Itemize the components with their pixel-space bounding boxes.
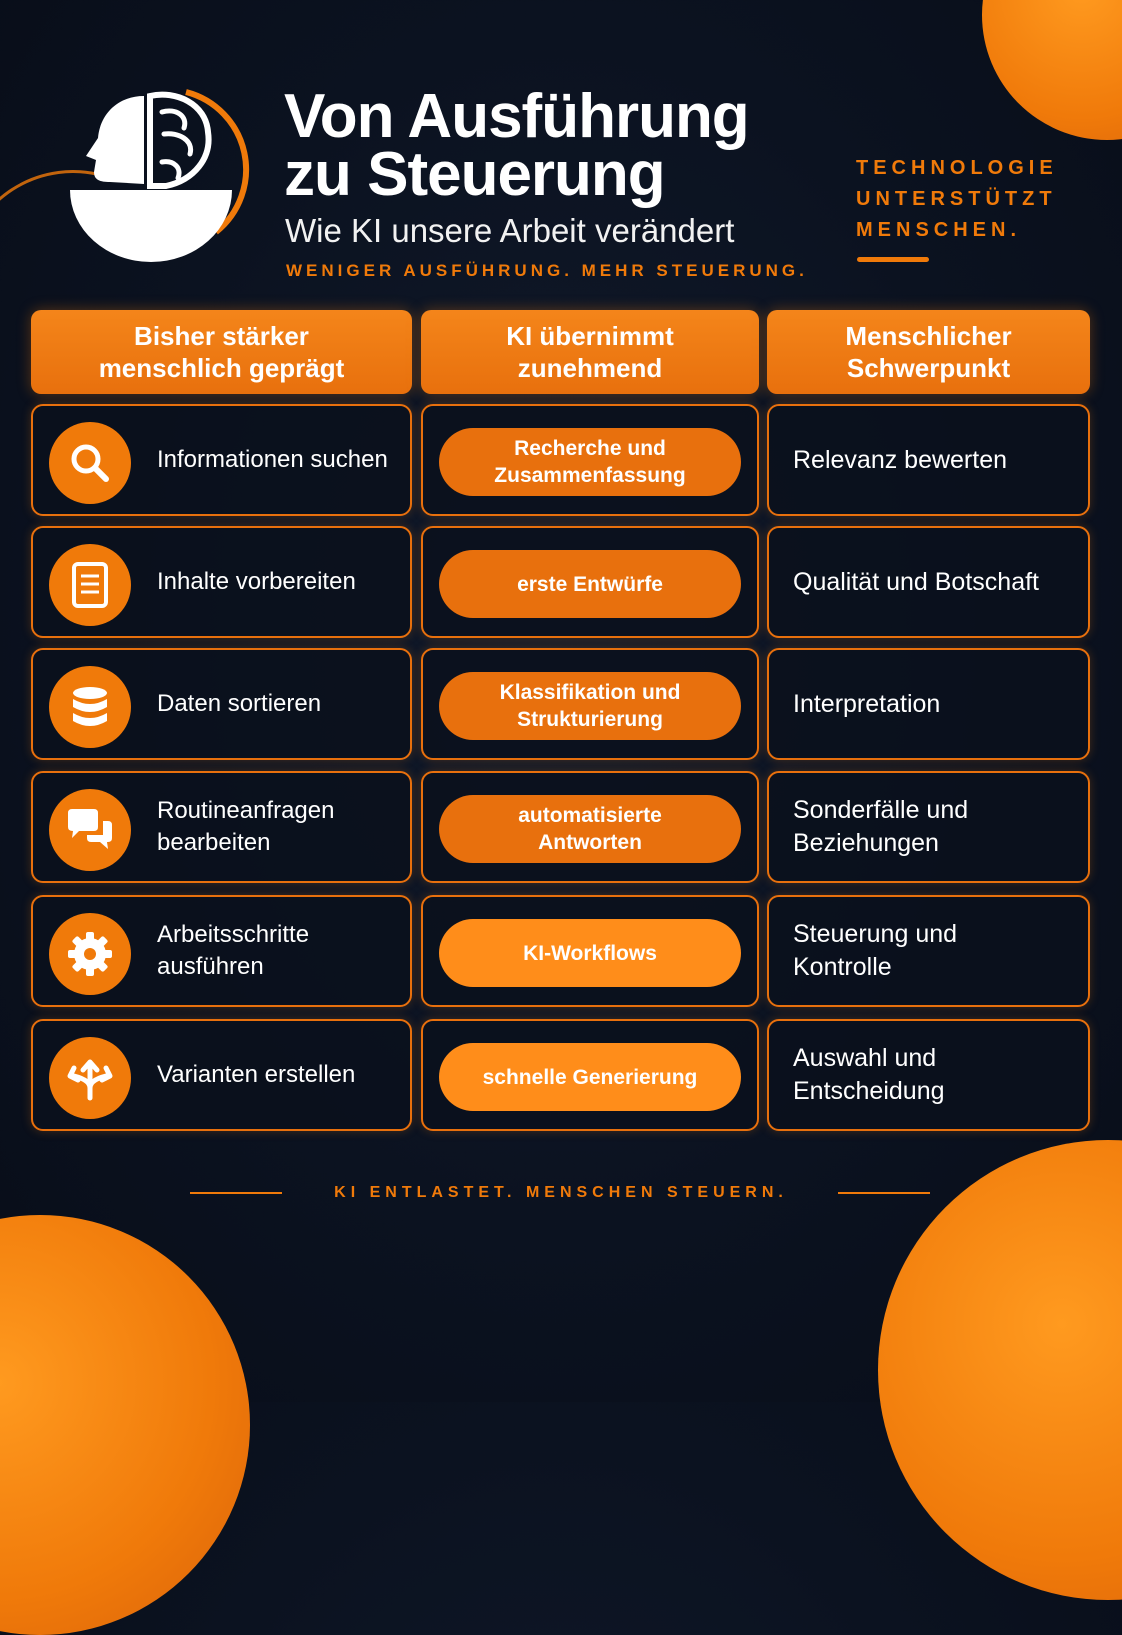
- footer-slogan: KI ENTLASTET. MENSCHEN STEUERN.: [334, 1184, 788, 1201]
- column-header-line: Bisher stärker: [134, 321, 309, 351]
- ai-text: automatisierte: [518, 804, 662, 827]
- ai-text: schnelle Generierung: [482, 1065, 698, 1089]
- ai-text: Klassifikation und: [499, 681, 681, 704]
- ai-cell: [421, 771, 759, 883]
- ai-pill: [439, 795, 741, 863]
- ai-pill: [439, 919, 741, 987]
- column-header-human-past: [31, 310, 412, 394]
- human-text: Relevanz bewerten: [793, 445, 1008, 474]
- human-text: Steuerung und: [793, 920, 958, 948]
- ai-pill: [439, 550, 741, 618]
- column-header-ai: [421, 310, 759, 394]
- ai-cell: [421, 648, 759, 760]
- human-cell: [767, 1019, 1090, 1131]
- ai-cell: [421, 1019, 759, 1131]
- column-header-human-focus: [767, 310, 1090, 394]
- ai-pill: [439, 672, 741, 740]
- human-cell: [767, 404, 1090, 516]
- page-subtitle: Wie KI unsere Arbeit verändert: [285, 212, 735, 249]
- task-cell: [31, 404, 412, 516]
- ai-pill: [439, 428, 741, 496]
- task-text: Routineanfragen: [157, 797, 335, 824]
- human-text: Interpretation: [793, 689, 941, 718]
- ai-text: KI-Workflows: [523, 941, 657, 965]
- task-text: bearbeiten: [157, 829, 271, 856]
- task-text: Varianten erstellen: [157, 1061, 356, 1088]
- ai-text: Strukturierung: [517, 708, 663, 731]
- footer-divider-right: [838, 1192, 930, 1194]
- gear-icon: [49, 913, 131, 995]
- motto-line: MENSCHEN.: [856, 219, 1022, 241]
- column-header-line: zunehmend: [517, 353, 663, 383]
- task-cell: [31, 895, 412, 1007]
- ai-cell: [421, 895, 759, 1007]
- decorative-circle-bottom-left: [0, 1215, 250, 1635]
- motto-line: UNTERSTÜTZT: [856, 188, 1057, 210]
- human-text: Qualität und Botschaft: [793, 567, 1039, 596]
- motto-line: TECHNOLOGIE: [856, 157, 1058, 179]
- task-text: Inhalte vorbereiten: [157, 568, 356, 595]
- split-arrows-icon: [49, 1037, 131, 1119]
- tagline: WENIGER AUSFÜHRUNG. MEHR STEUERUNG.: [286, 261, 808, 280]
- ai-cell: [421, 526, 759, 638]
- task-cell: [31, 771, 412, 883]
- ai-text: Recherche und: [514, 437, 666, 460]
- decorative-circle-bottom-right: [878, 1140, 1122, 1600]
- human-cell: [767, 648, 1090, 760]
- column-header-line: Schwerpunkt: [846, 353, 1011, 383]
- human-text: Entscheidung: [793, 1077, 945, 1105]
- chat-bubbles-icon: [49, 789, 131, 871]
- database-icon: [49, 666, 131, 748]
- task-text: Daten sortieren: [157, 690, 322, 717]
- column-header-line: menschlich geprägt: [98, 353, 345, 383]
- title-line: Von Ausführung: [284, 82, 749, 151]
- task-text: ausführen: [157, 953, 264, 980]
- task-cell: [31, 1019, 412, 1131]
- task-cell: [31, 648, 412, 760]
- human-cell: [767, 895, 1090, 1007]
- ai-text: Antworten: [538, 831, 642, 854]
- human-text: Beziehungen: [793, 829, 939, 857]
- human-cell: [767, 526, 1090, 638]
- page-title: [284, 82, 749, 209]
- ai-cell: [421, 404, 759, 516]
- document-icon: [49, 544, 131, 626]
- human-text: Sonderfälle und: [793, 796, 969, 824]
- column-header-line: Menschlicher: [845, 321, 1012, 351]
- ai-text: erste Entwürfe: [517, 572, 663, 596]
- title-line: zu Steuerung: [284, 140, 665, 209]
- task-text: Informationen suchen: [157, 446, 388, 473]
- ai-pill: [439, 1043, 741, 1111]
- ai-text: Zusammenfassung: [494, 464, 686, 487]
- task-cell: [31, 526, 412, 638]
- motto-underline: [857, 257, 929, 262]
- head-brain-icon: [66, 82, 266, 267]
- search-icon: [49, 422, 131, 504]
- human-text: Auswahl und: [793, 1044, 937, 1072]
- human-cell: [767, 771, 1090, 883]
- task-text: Arbeitsschritte: [157, 921, 310, 948]
- column-header-line: KI übernimmt: [506, 321, 674, 351]
- motto: [856, 153, 1106, 246]
- human-text: Kontrolle: [793, 953, 892, 981]
- decorative-circle-top-right: [982, 0, 1122, 140]
